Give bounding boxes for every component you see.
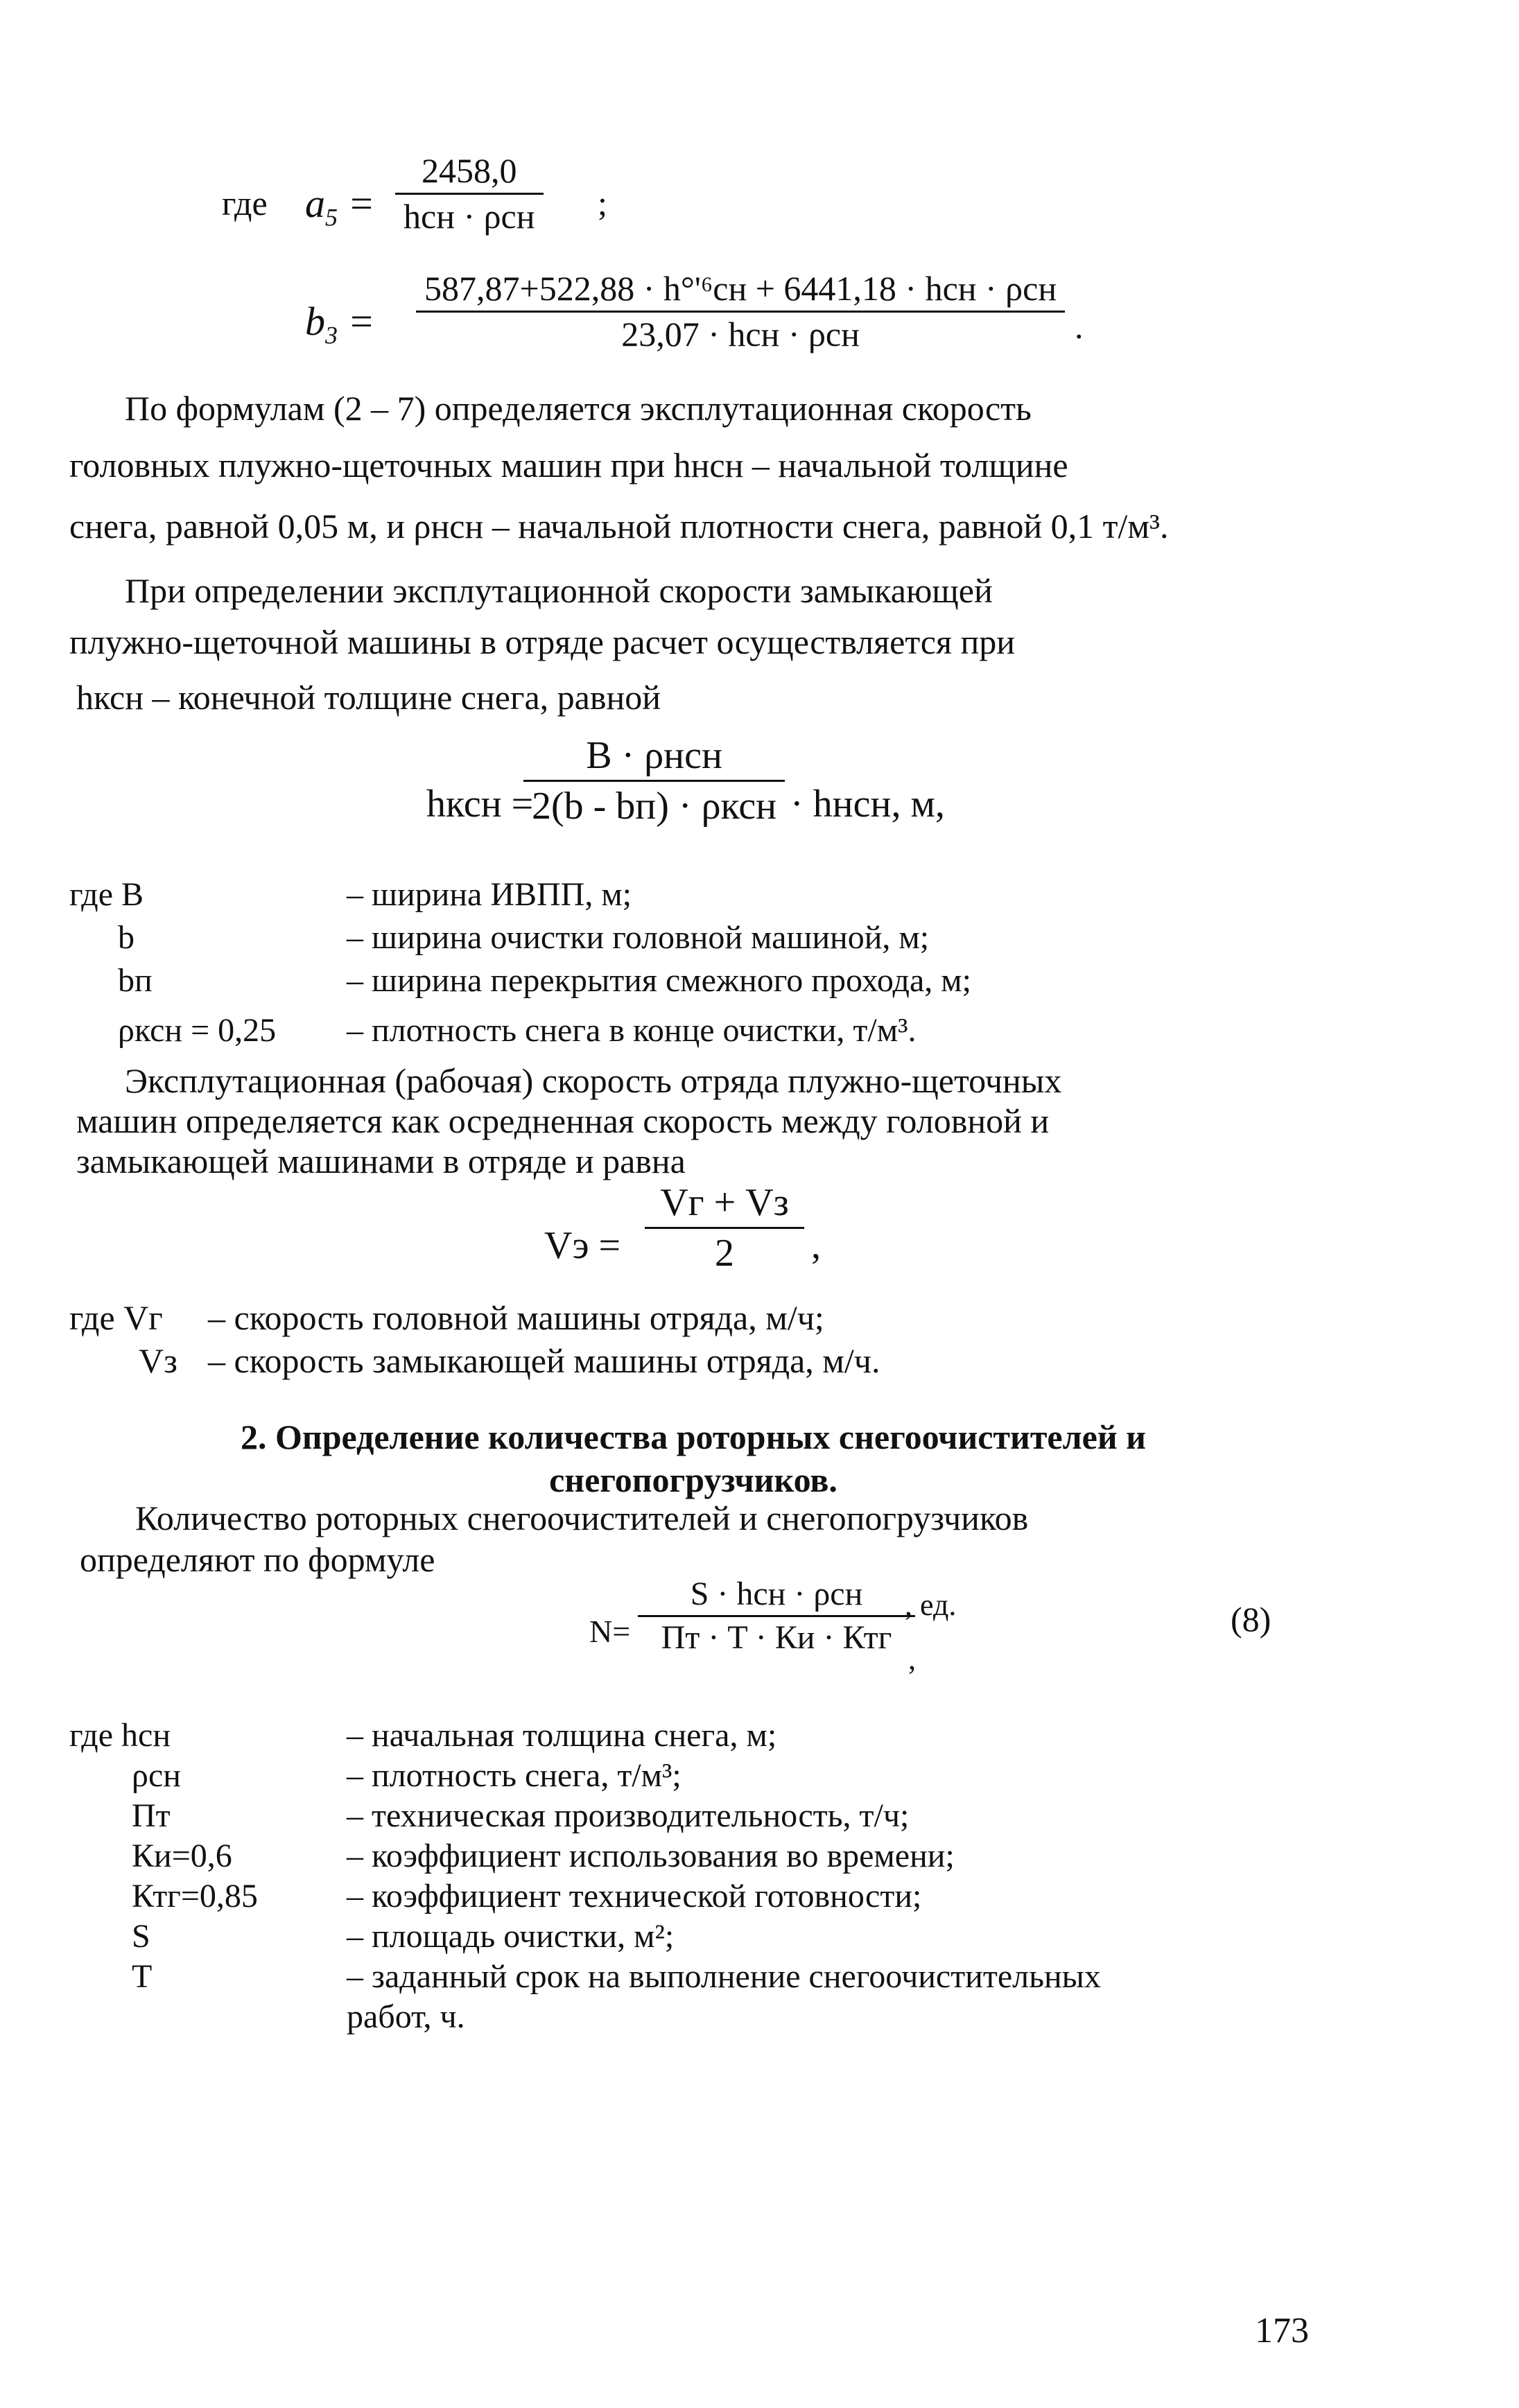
formula-a5-numerator: 2458,0 [422,151,517,190]
formula-v-numerator: Vг + Vз [660,1181,789,1224]
definition-row [69,1917,1101,1957]
definition-row [69,1796,1101,1836]
definition-symbol: где hсн [69,1717,171,1754]
formula-a5-tail: ; [598,184,607,223]
definition-text: – скорость головной машины отряда, м/ч; [208,1298,824,1337]
formula-n-lhs: N= [589,1614,631,1649]
formula-hk-tail: · hнсн, м, [790,783,945,826]
paragraph-3-line-2: машин определяется как осредненная скорость между головной и [76,1101,1050,1140]
paragraph-2 [69,565,1015,723]
paragraph-3-line-1: Эксплутационная (рабочая) скорость отряда плужно-щеточных [125,1061,1062,1100]
definition-symbol: Vз [139,1341,177,1380]
definition-symbol: Пт [132,1797,171,1834]
formula-a5-fraction [395,149,544,238]
paragraph-1 [69,383,1169,552]
definition-row [69,1339,880,1382]
definitions-1 [69,873,971,1052]
paragraph-4-line-2: определяют по формуле [80,1540,435,1579]
definition-symbol: Ки=0,6 [132,1838,232,1874]
definition-row [69,1997,1101,2037]
paragraph-2-line-2: плужно-щеточной машины в отряде расчет осуществляется при [69,622,1015,661]
formula-hk-lhs: hксн = [426,783,534,826]
formula-b3-tail: . [1075,307,1084,346]
definition-text: – ширина ИВПП, м; [347,876,632,913]
formula-n-numerator: S · hсн · ρсн [690,1576,863,1612]
formula-n-fraction [638,1573,915,1659]
formula-v-tail: , [811,1224,821,1267]
definition-text: – коэффициент технической готовности; [347,1878,922,1914]
definition-row [69,1957,1101,1997]
formula-b3-denominator: 23,07 · hсн · ρсн [621,314,860,354]
paragraph-1-line-1: По формулам (2 – 7) определяется эксплутационная скорость [125,389,1032,428]
definitions-3 [69,1716,1101,2037]
definition-symbol: ρсн [132,1757,181,1794]
definition-text: – заданный срок на выполнение снегоочистительных [347,1958,1101,1995]
definition-text: – коэффициент использования во времени; [347,1838,955,1874]
formula-b3-fraction [416,267,1065,356]
definition-row [69,959,971,1002]
formula-a5-denominator: hсн · ρсн [403,196,535,236]
formula-v-denominator: 2 [715,1232,734,1275]
formula-n-equation-number: (8) [1231,1600,1271,1639]
definition-row [69,873,971,916]
section-heading-line-2: снегопогрузчиков. [549,1460,837,1499]
definition-row [69,1296,880,1339]
definition-symbol: где B [69,876,144,913]
definition-row [69,1836,1101,1876]
formula-hk-fraction [523,731,785,830]
definition-row [69,1716,1101,1756]
section-heading-line-1: 2. Определение количества роторных снегоочистителей и [241,1417,1146,1456]
definition-text: – начальная толщина снега, м; [347,1717,777,1754]
formula-n-tail-top: , ед. [905,1588,957,1622]
formula-hk-numerator: B · ρнсн [586,734,722,777]
definition-symbol: S [132,1918,150,1955]
definitions-2 [69,1296,880,1382]
page-number: 173 [1255,2311,1309,2350]
paragraph-2-line-1: При определении эксплутационной скорости замыкающей [125,571,993,610]
definition-symbol [69,1997,347,2037]
paragraph-4 [80,1497,1029,1580]
formula-n-denominator: Пт · T · Ки · Ктг [661,1619,892,1656]
formula-v-lhs: Vэ = [544,1224,621,1267]
definition-text: – ширина очистки головной машиной, м; [347,919,930,956]
definition-text: – площадь очистки, м²; [347,1918,675,1955]
formula-a5-lead: где [222,184,268,223]
formula-hk-denominator: 2(b - bп) · ρксн [532,785,777,828]
definition-row [69,916,971,959]
formula-b3-numerator: 587,87+522,88 · h°'⁶сн + 6441,18 · hсн · ρсн [424,269,1057,308]
formula-n-tail-bottom: , [908,1642,916,1676]
definition-text: – плотность снега в конце очистки, т/м³. [347,1012,917,1049]
definition-text: – техническая производительность, т/ч; [347,1797,910,1834]
definition-text: работ, ч. [347,1998,465,2035]
section-heading [125,1415,1262,1501]
formula-a5-lhs: $a_5$ = [305,181,375,232]
definition-text: – скорость замыкающей машины отряда, м/ч. [208,1341,880,1380]
definition-symbol: T [132,1958,153,1995]
definition-text: – плотность снега, т/м³; [347,1757,682,1794]
definition-row [69,1876,1101,1917]
definition-text: – ширина перекрытия смежного прохода, м; [347,962,971,999]
paragraph-1-line-3: снега, равной 0,05 м, и ρнсн – начальной плотности снега, равной 0,1 т/м³. [69,507,1169,546]
definition-row [69,1009,971,1052]
definition-symbol: Ктг=0,85 [132,1878,258,1914]
definition-symbol: b [118,919,134,956]
paragraph-3-line-3: замыкающей машинами в отряде и равна [76,1142,686,1180]
definition-row [69,1756,1101,1796]
formula-v-fraction [645,1178,804,1277]
definition-symbol: ρксн = 0,25 [118,1012,277,1049]
formula-b3-lhs: $b_3$ = [305,299,375,349]
paragraph-4-line-1: Количество роторных снегоочистителей и снегопогрузчиков [135,1499,1029,1537]
definition-symbol: где Vг [69,1298,163,1337]
paragraph-3 [76,1061,1062,1181]
definition-symbol: bп [118,962,153,999]
paragraph-2-line-3: hксн – конечной толщине снега, равной [76,678,661,717]
paragraph-1-line-2: головных плужно-щеточных машин при hнсн – начальной толщине [69,446,1068,485]
